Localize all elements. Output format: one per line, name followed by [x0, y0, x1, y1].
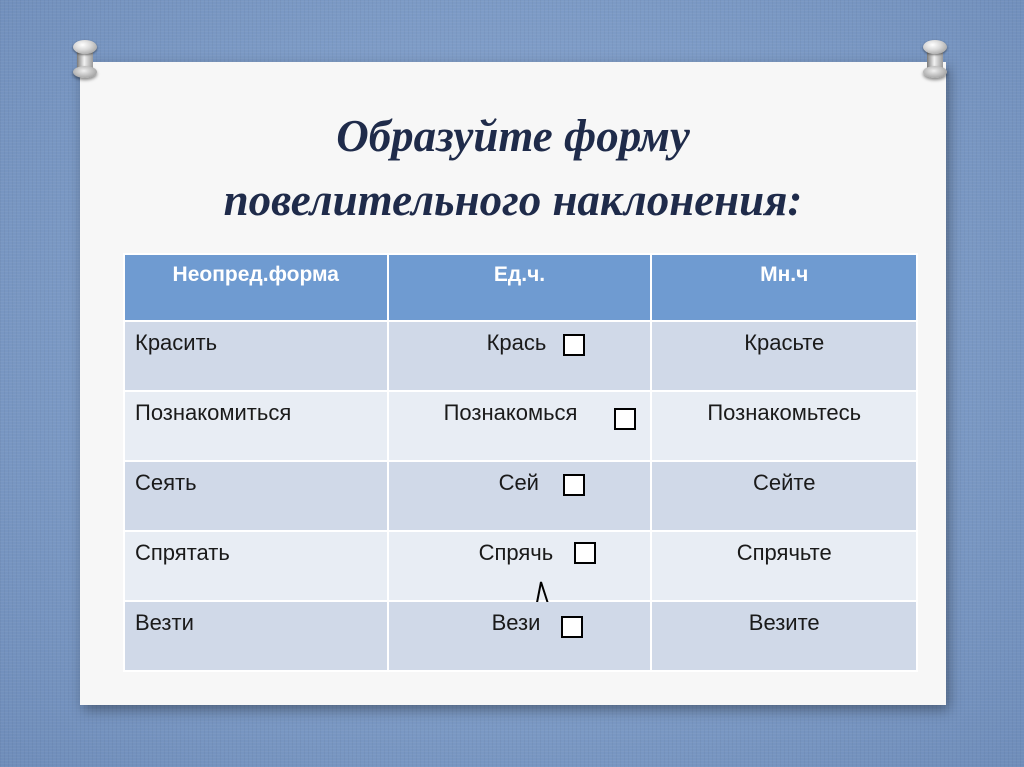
plural-cell: Сейте [651, 461, 917, 531]
singular-cell [388, 461, 652, 531]
table-row [124, 391, 917, 461]
imperative-table [123, 253, 918, 672]
pushpin-icon [920, 40, 950, 80]
header-plural: Мн.ч [651, 254, 917, 321]
infinitive-cell: Красить [124, 321, 388, 391]
table-header-row [124, 254, 917, 321]
infinitive-cell: Познакомиться [124, 391, 388, 461]
ending-box-icon [574, 542, 596, 564]
header-infinitive: Неопред.форма [124, 254, 388, 321]
ending-box-icon [563, 474, 585, 496]
singular-word: Крась [486, 330, 547, 355]
plural-cell: Познакомьтесь [651, 391, 917, 461]
table-row [124, 461, 917, 531]
slide-title-line-2: повелительного наклонения: [223, 175, 803, 225]
ending-box-icon [614, 408, 636, 430]
singular-word: Вези [491, 610, 541, 635]
singular-cell [388, 531, 652, 601]
table-row [124, 321, 917, 391]
singular-word: Сей [498, 470, 539, 495]
infinitive-cell: Везти [124, 601, 388, 671]
slide-title [80, 104, 946, 232]
table-row [124, 531, 917, 601]
singular-word: Познакомься [443, 400, 578, 425]
infinitive-cell: Сеять [124, 461, 388, 531]
singular-cell [388, 601, 652, 671]
ending-box-icon [563, 334, 585, 356]
table-row [124, 601, 917, 671]
slide-title-line-1: Образуйте форму [336, 111, 690, 161]
singular-cell [388, 321, 652, 391]
singular-cell [388, 391, 652, 461]
singular-word: Спрячь [478, 540, 554, 565]
header-singular: Ед.ч. [388, 254, 652, 321]
plural-cell: Везите [651, 601, 917, 671]
ending-box-icon [561, 616, 583, 638]
plural-cell: Красьте [651, 321, 917, 391]
infinitive-cell: Спрятать [124, 531, 388, 601]
pushpin-icon [70, 40, 100, 80]
plural-cell: Спрячьте [651, 531, 917, 601]
